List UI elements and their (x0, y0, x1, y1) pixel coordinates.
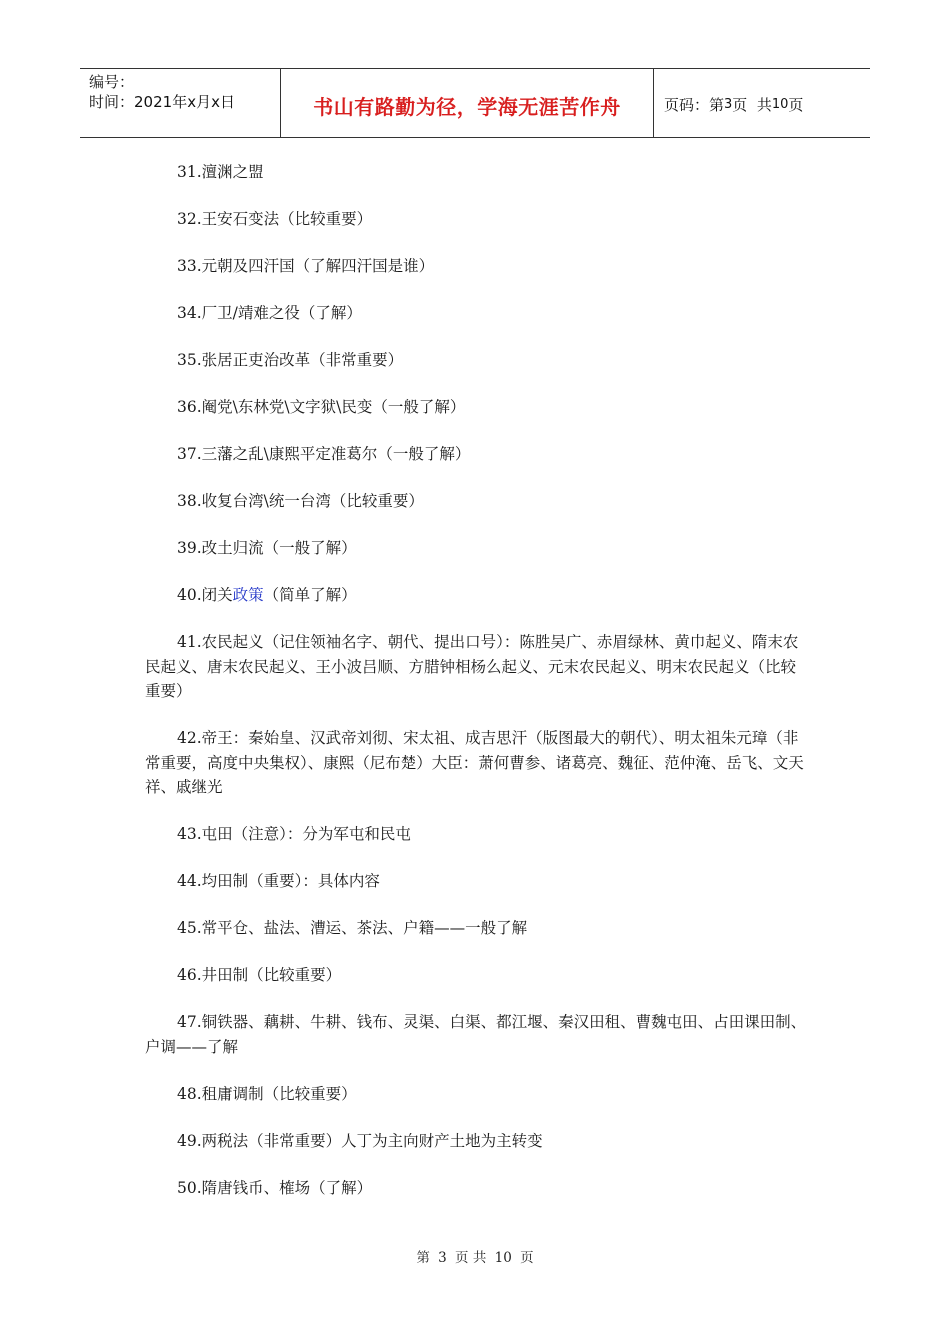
list-item: 43.屯田（注意）：分为军屯和民屯 (177, 825, 411, 843)
page-footer (0, 1246, 950, 1266)
policy-link[interactable]: 政策 (232, 586, 264, 604)
number-label: 编号： (89, 73, 135, 91)
list-item: 46.井田制（比较重要） (177, 966, 342, 984)
total-unit: 页 (788, 95, 804, 114)
total-label: 共 (756, 95, 772, 114)
list-item: 50.隋唐钱币、榷场（了解） (177, 1178, 373, 1197)
page-label: 页码：第 (664, 95, 725, 114)
footer-suffix: 页 (520, 1250, 534, 1266)
list-item: 37.三藩之乱\康熙平定准葛尔（一般了解） (177, 445, 471, 463)
list-item: 32.王安石变法（比较重要） (177, 210, 373, 228)
footer-page-number: 3 (438, 1250, 447, 1266)
total-number: 10 (771, 96, 789, 112)
list-item: 45.常平仓、盐法、漕运、茶法、户籍——一般了解 (177, 919, 528, 937)
header-motto: 书山有路勤为径，学海无涯苦作舟 (281, 69, 654, 137)
time-value: 2021年x月x日 (134, 93, 235, 111)
list-item: 35.张居正吏治改革（非常重要） (177, 351, 404, 369)
page-unit: 页 (732, 95, 748, 114)
page-number: 3 (724, 96, 733, 112)
footer-total-number: 10 (494, 1250, 512, 1266)
time-line (89, 92, 280, 112)
list-item: 39.改土归流（一般了解） (177, 539, 357, 557)
list-item: 31.澶渊之盟 (177, 163, 264, 181)
item-text-after: （简单了解） (263, 586, 357, 604)
time-label: 时间： (89, 93, 135, 111)
footer-mid: 页 共 (455, 1250, 487, 1266)
header-meta (80, 69, 281, 137)
list-item: 33.元朝及四汗国（了解四汗国是谁） (177, 257, 435, 275)
item-text-before: 40.闭关 (177, 586, 233, 604)
list-item: 34.厂卫/靖难之役（了解） (177, 304, 362, 322)
list-item: 47.铜铁器、藕耕、牛耕、钱布、灵渠、白渠、都江堰、秦汉田租、曹魏屯田、占田课田制、户调——了解 (145, 1013, 807, 1056)
header-page-info (654, 69, 870, 137)
page-header (80, 68, 870, 138)
list-item: 48.租庸调制（比较重要） (177, 1084, 357, 1103)
list-item: 41.农民起义（记住领袖名字、朝代、提出口号）：陈胜吴广、赤眉绿林、黄巾起义、隋末农民起义、唐末农民起义、王小波吕顺、方腊钟相杨么起义、元末农民起义、明末农民起义（比较重要） (145, 633, 799, 700)
list-item: 49.两税法（非常重要）人丁为主向财产土地为主转变 (177, 1131, 543, 1150)
list-item: 38.收复台湾\统一台湾（比较重要） (177, 492, 424, 510)
list-item: 42.帝王：秦始皇、汉武帝刘彻、宋太祖、成吉思汗（版图最大的朝代）、明太祖朱元璋（非常重要，高度中央集权）、康熙（尼布楚）大臣：萧何曹参、诸葛亮、魏征、范仲淹、岳飞、文天祥、戚继光 (145, 729, 804, 796)
list-item: 36.阉党\东林党\文字狱\民变（一般了解） (177, 398, 466, 416)
list-item: 44.均田制（重要）：具体内容 (177, 872, 380, 890)
list-item (145, 583, 810, 608)
footer-prefix: 第 (416, 1250, 430, 1266)
document-body (145, 160, 810, 1223)
